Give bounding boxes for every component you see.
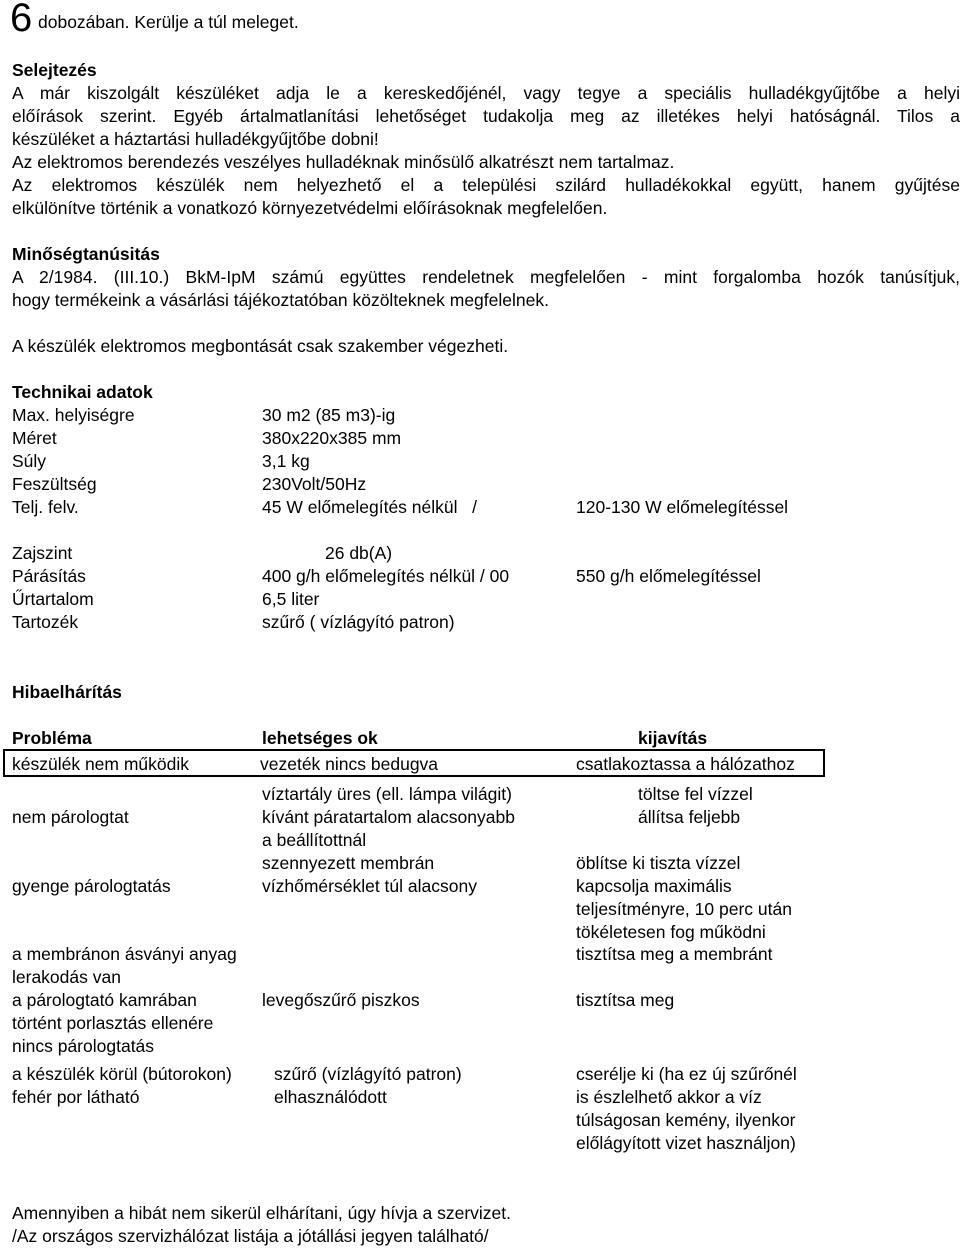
spec-value: szűrő ( vízlágyító patron) <box>262 612 455 632</box>
spec-extra: 550 g/h előmelegítéssel <box>576 566 761 586</box>
problem-cell: nincs párologtatás <box>12 1036 155 1056</box>
fix-cell: teljesítményre, 10 perc után <box>576 899 792 919</box>
fix-cell: tisztítsa meg <box>576 990 675 1010</box>
column-header-cause: lehetséges ok <box>262 728 378 748</box>
column-header-fix: kijavítás <box>638 728 708 748</box>
quality-title: Minőségtanúsitás <box>12 244 160 264</box>
disposal-line-1: A már kiszolgált készüléket adja le a kereskedőjénél, vagy tegye a speciális hulladékgyűjtőbe a helyi <box>12 83 960 103</box>
spec-value: 6,5 liter <box>262 589 320 609</box>
problem-cell: nem párologtat <box>12 807 129 827</box>
table-right-border <box>823 749 825 775</box>
spec-label: Súly <box>12 451 47 471</box>
cause-cell: víztartály üres (ell. lámpa világit) <box>262 784 512 804</box>
spec-label: Párásítás <box>12 566 86 586</box>
problem-cell: gyenge párologtatás <box>12 876 171 896</box>
spec-value: 26 db(A) <box>325 543 393 563</box>
cause-cell: elhasználódott <box>274 1087 387 1107</box>
troubleshooting-title: Hibaelhárítás <box>12 682 122 702</box>
disposal-line-3: készüléket a háztartási hulladékgyűjtőbe dobni! <box>12 129 379 149</box>
fix-cell: tisztítsa meg a membránt <box>576 944 773 964</box>
column-header-problem: Probléma <box>12 728 92 748</box>
quality-line-1: A 2/1984. (III.10.) BkM-IpM számú együttes rendeletnek megfelelően - mint forgalomba hozók tanúsítjuk, <box>12 267 960 287</box>
fix-cell: is észlelhető akkor a víz <box>576 1087 762 1107</box>
cause-cell: szűrő (vízlágyító patron) <box>274 1064 462 1084</box>
spec-label: Űrtartalom <box>12 589 94 609</box>
spec-value: 3,1 kg <box>262 451 310 471</box>
disposal-line-2: előírások szerint. Egyéb ártalmatlanítási lehetőséget tudakolja meg az illetékes helyi hatóságnál. Tilos a <box>12 106 960 126</box>
fix-cell: tökéletesen fog működni <box>576 922 766 942</box>
spec-label: Max. helyiségre <box>12 405 135 425</box>
problem-cell: a membránon ásványi anyag <box>12 944 237 964</box>
problem-cell: a párologtató kamrában <box>12 990 197 1010</box>
fix-cell: cserélje ki (ha ez új szűrőnél <box>576 1064 797 1084</box>
footer-line-2: /Az országos szervizhálózat listája a jótállási jegyen található/ <box>12 1226 489 1246</box>
fix-cell: csatlakoztassa a hálózathoz <box>576 754 795 774</box>
spec-value: 230Volt/50Hz <box>262 474 367 494</box>
problem-cell: fehér por látható <box>12 1087 140 1107</box>
spec-label: Feszültség <box>12 474 97 494</box>
footer-line-1: Amennyiben a hibát nem sikerül elhárítani, úgy hívja a szervizet. <box>12 1203 512 1223</box>
problem-cell: történt porlasztás ellenére <box>12 1013 214 1033</box>
quality-note: A készülék elektromos megbontását csak szakember végezheti. <box>12 336 509 356</box>
cause-cell: kívánt páratartalom alacsonyabb <box>262 807 515 827</box>
spec-value: 45 W előmelegítés nélkül / <box>262 497 477 517</box>
cause-cell: vízhőmérséklet túl alacsony <box>262 876 477 896</box>
disposal-line-4: Az elektromos berendezés veszélyes hulladéknak minősülő alkatrészt nem tartalmaz. <box>12 152 675 172</box>
spec-label: Tartozék <box>12 612 79 632</box>
spec-value: 400 g/h előmelegítés nélkül / 00 <box>262 566 510 586</box>
fix-cell: előlágyított vizet használjon) <box>576 1133 796 1153</box>
spec-label: Zajszint <box>12 543 73 563</box>
spec-label: Méret <box>12 428 57 448</box>
spec-extra: 120-130 W előmelegítéssel <box>576 497 789 517</box>
fix-cell: állítsa feljebb <box>638 807 741 827</box>
page-number: 6 <box>10 0 33 40</box>
fix-cell: túlságosan kemény, ilyenkor <box>576 1110 796 1130</box>
table-top-border <box>3 749 825 751</box>
fix-cell: kapcsolja maximális <box>576 876 732 896</box>
cause-cell: szennyezett membrán <box>262 853 435 873</box>
disposal-line-6: elkülönítve történik a vonatkozó környezetvédelmi előírásoknak megfelelően. <box>12 198 608 218</box>
continued-text: dobozában. Kerülje a túl meleget. <box>38 12 299 32</box>
disposal-title: Selejtezés <box>12 60 97 80</box>
quality-line-2: hogy termékeink a vásárlási tájékoztatóban közölteknek megfelelnek. <box>12 290 549 310</box>
spec-label: Telj. felv. <box>12 497 79 517</box>
table-left-border <box>3 749 5 775</box>
specs-title: Technikai adatok <box>12 382 153 402</box>
fix-cell: töltse fel vízzel <box>638 784 753 804</box>
spec-value: 380x220x385 mm <box>262 428 402 448</box>
problem-cell: a készülék körül (bútorokon) <box>12 1064 232 1084</box>
disposal-line-5: Az elektromos készülék nem helyezhető el a települési szilárd hulladékokkal együtt, hanem gyűjtése <box>12 175 960 195</box>
problem-cell: készülék nem működik <box>12 754 190 774</box>
cause-cell: levegőszűrő piszkos <box>262 990 420 1010</box>
spec-value: 30 m2 (85 m3)-ig <box>262 405 396 425</box>
problem-cell: lerakodás van <box>12 967 121 987</box>
fix-cell: öblítse ki tiszta vízzel <box>576 853 741 873</box>
cause-cell: vezeték nincs bedugva <box>260 754 439 774</box>
cause-cell: a beállítottnál <box>262 830 367 850</box>
